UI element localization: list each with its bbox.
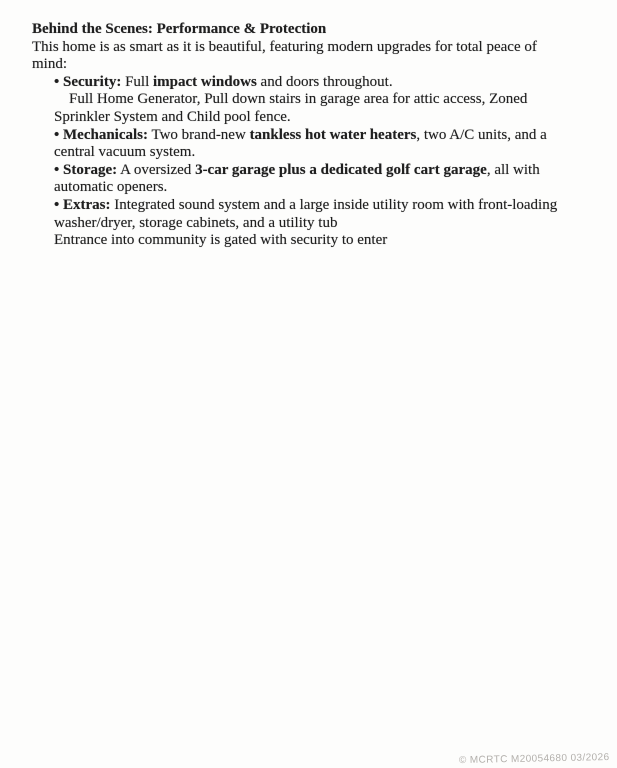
text-segment: automatic openers. <box>54 179 168 196</box>
text-segment: This home is as smart as it is beautiful, featuring modern upgrades for total peace of <box>32 38 537 55</box>
text-segment: Full Home Generator, Pull down stairs in garage area for attic access, Zoned <box>69 91 528 108</box>
text-segment: • Mechanicals: <box>54 126 148 143</box>
text-segment: , two A/C units, and a <box>416 126 547 143</box>
text-segment: Sprinkler System and Child pool fence. <box>54 108 291 125</box>
text-line <box>32 232 603 250</box>
text-line <box>32 127 603 145</box>
text-line <box>32 91 603 109</box>
text-segment: central vacuum system. <box>54 144 196 161</box>
text-segment: and doors throughout. <box>256 73 393 90</box>
text-line <box>32 179 603 197</box>
text-segment: Behind the Scenes: Performance & Protection <box>32 21 327 37</box>
text-line <box>32 21 603 39</box>
text-line <box>32 109 603 127</box>
text-line <box>32 144 603 162</box>
text-segment: Two brand-new <box>147 126 250 143</box>
text-line <box>32 74 603 92</box>
text-line <box>32 215 603 233</box>
text-segment: Entrance into community is gated with security to enter <box>54 232 388 249</box>
text-segment: 3-car garage plus a dedicated golf cart garage <box>195 161 487 178</box>
text-segment: impact windows <box>153 73 257 90</box>
text-line <box>32 197 603 215</box>
text-line <box>32 162 603 180</box>
text-line <box>32 56 603 74</box>
text-segment: Integrated sound system and a large inside utility room with front-loading <box>110 196 558 213</box>
text-segment: washer/dryer, storage cabinets, and a utility tub <box>54 214 338 231</box>
text-segment: Full <box>121 73 154 90</box>
text-line <box>32 39 603 57</box>
document-text <box>0 0 617 250</box>
text-segment: A oversized <box>117 161 196 178</box>
text-segment: • Storage: <box>54 161 118 178</box>
text-segment: , all with <box>486 161 540 178</box>
text-segment: tankless hot water heaters <box>249 126 417 143</box>
text-segment: • Security: <box>54 73 122 90</box>
text-segment: • Extras: <box>54 196 111 213</box>
text-segment: mind: <box>32 56 68 73</box>
watermark-text: © MCRTC M20054680 03/2026 <box>459 752 610 767</box>
